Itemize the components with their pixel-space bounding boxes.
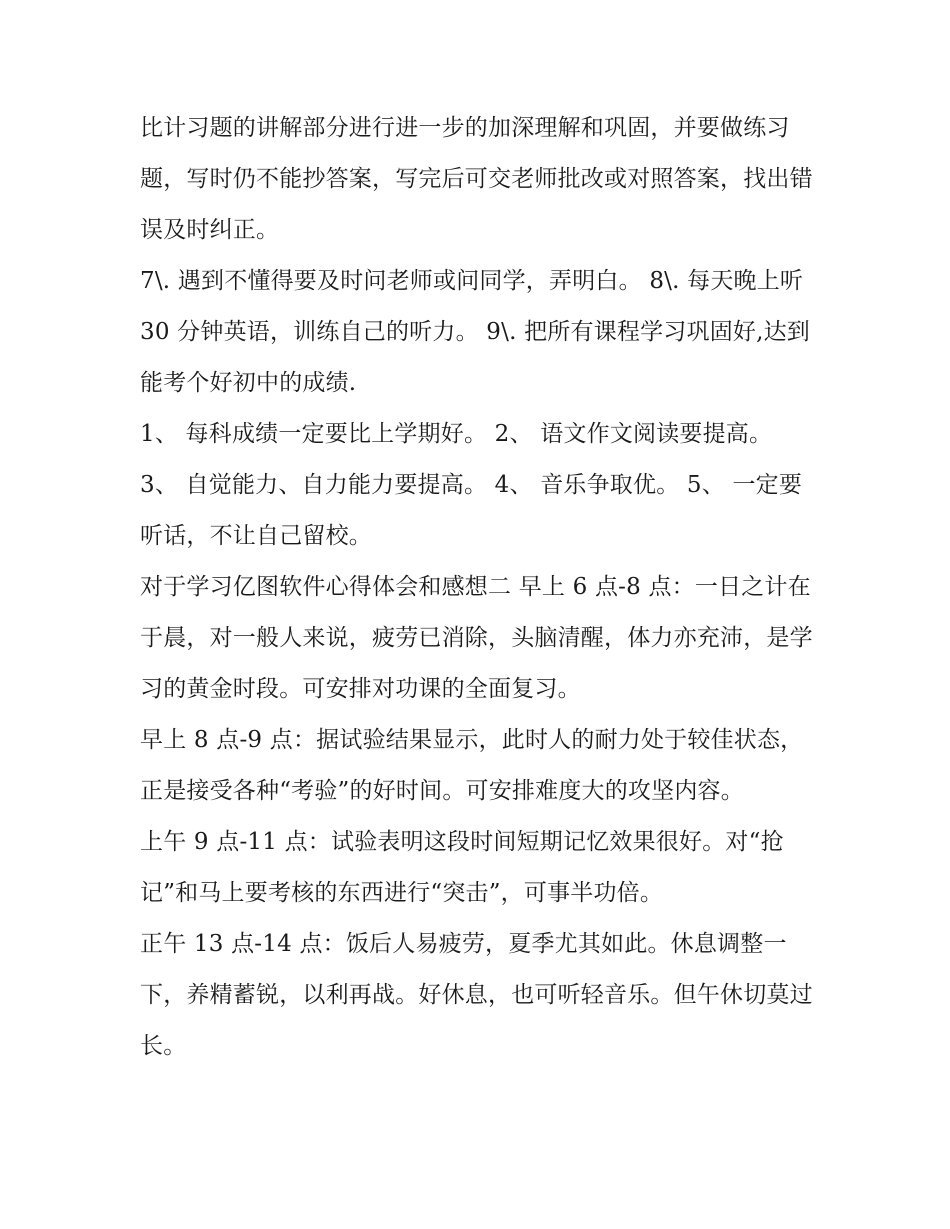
paragraph: 比计习题的讲解部分进行进一步的加深理解和巩固，并要做练习题，写时仍不能抄答案，写完后可交老师批改或对照答案，找出错误及时纠正。 [140,115,813,243]
paragraph: 1、 每科成绩一定要比上学期好。 2、 语文作文阅读要提高。 [140,421,773,447]
paragraph: 3、 自觉能力、自力能力要提高。 4、 音乐争取优。 5、 一定要听话，不让自己留校。 [140,472,803,549]
paragraph: 对于学习亿图软件心得体会和感想二 早上 6 点-8 点：一日之计在于晨，对一般人来说，疲劳已消除，头脑清醒，体力亦充沛，是学习的黄金时段。可安排对功课的全面复习。 [140,574,813,702]
document-body [140,103,820,1072]
paragraph: 正午 13 点-14 点：饭后人易疲劳，夏季尤其如此。休息调整一下，养精蓄锐，以利再战。好休息，也可听轻音乐。但午休切莫过长。 [140,931,813,1059]
paragraph: 上午 9 点-11 点：试验表明这段时间短期记忆效果很好。对“抢记”和马上要考核的东西进行“突击”，可事半功倍。 [140,829,784,906]
paragraph: 7\. 遇到不懂得要及时问老师或问同学，弄明白。 8\. 每天晚上听 30 分钟英语，训练自己的听力。 9\. 把所有课程学习巩固好,达到能考个好初中的成绩. [140,268,811,396]
paragraph: 早上 8 点-9 点：据试验结果显示，此时人的耐力处于较佳状态，正是接受各种“考验”的好时间。可安排难度大的攻坚内容。 [140,727,804,804]
